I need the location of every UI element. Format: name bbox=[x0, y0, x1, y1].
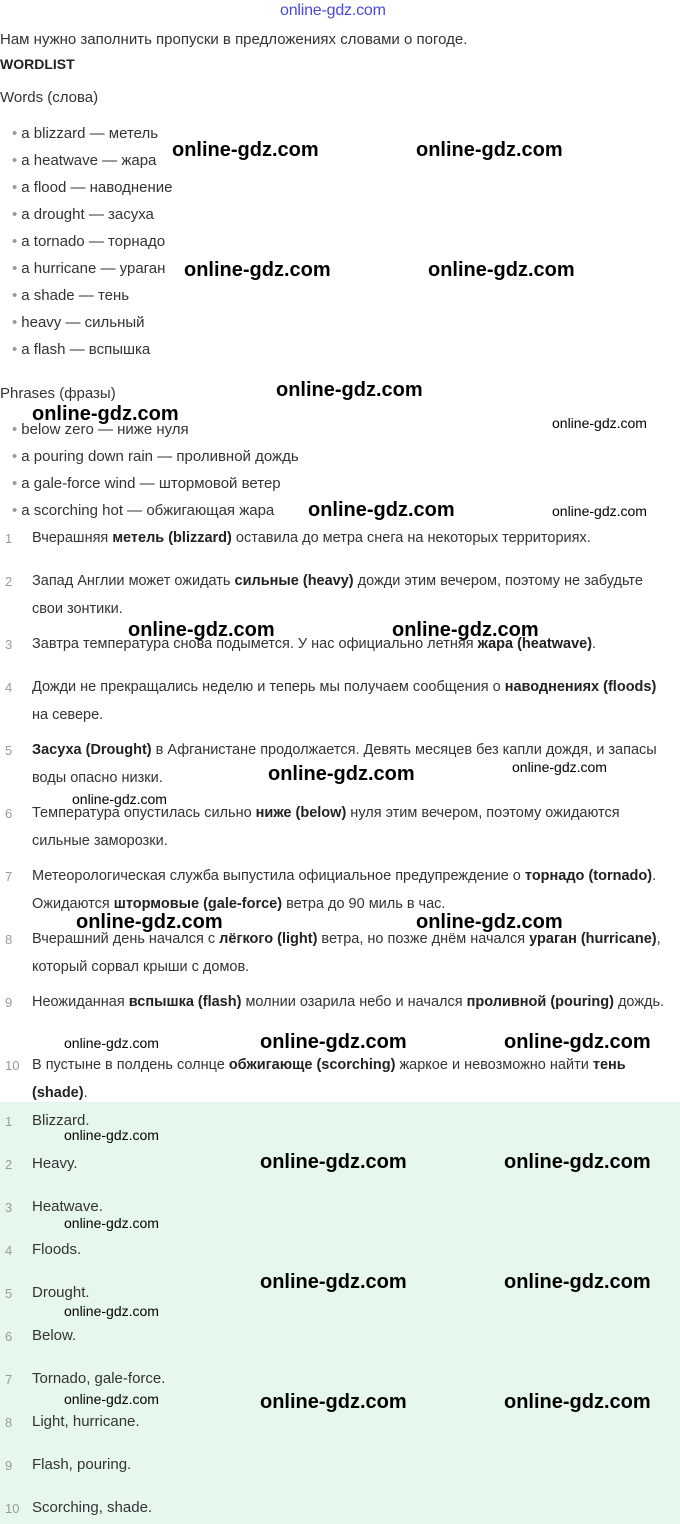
answer-text: Blizzard. bbox=[32, 1112, 90, 1129]
sentence-number: 9 bbox=[5, 995, 13, 1010]
watermark-text: online-gdz.com bbox=[64, 1127, 159, 1143]
watermark-text: online-gdz.com bbox=[268, 763, 415, 785]
sentence-text: Дожди не прекращались неделю и теперь мы получаем сообщения о наводнениях (floods) на севере. bbox=[32, 679, 657, 723]
sentence-number: 5 bbox=[5, 743, 13, 758]
site-url-link[interactable]: online-gdz.com bbox=[280, 2, 386, 19]
watermark-text: online-gdz.com bbox=[504, 1391, 651, 1413]
bullet-icon: • bbox=[12, 152, 18, 169]
bullet-icon: • bbox=[12, 233, 18, 250]
watermark-text: online-gdz.com bbox=[128, 619, 275, 641]
phrase-text: below zero — ниже нуля bbox=[21, 421, 189, 438]
answer-number: 9 bbox=[5, 1458, 13, 1473]
word-text: a flash — вспышка bbox=[21, 341, 151, 358]
watermark-text: online-gdz.com bbox=[64, 1303, 159, 1319]
answer-text: Below. bbox=[32, 1327, 77, 1344]
watermark-text: online-gdz.com bbox=[552, 503, 647, 519]
answer-text: Scorching, shade. bbox=[32, 1499, 153, 1516]
sentence-text: В пустыне в полдень солнце обжигающе (scorching) жаркое и невозможно найти тень (shade). bbox=[32, 1057, 626, 1101]
answer-text: Drought. bbox=[32, 1284, 90, 1301]
word-item bbox=[12, 179, 172, 196]
word-text: a drought — засуха bbox=[21, 206, 154, 223]
phrase-text: a gale-force wind — штормовой ветер bbox=[21, 475, 281, 492]
word-text: a flood — наводнение bbox=[21, 179, 173, 196]
watermark-text: online-gdz.com bbox=[76, 911, 223, 933]
phrase-item bbox=[12, 502, 274, 519]
bullet-icon: • bbox=[12, 179, 18, 196]
word-text: heavy — сильный bbox=[21, 314, 145, 331]
answer-text: Light, hurricane. bbox=[32, 1413, 140, 1430]
sentence-text: Засуха (Drought) в Афганистане продолжается. Девять месяцев без капли дождя, и запасы воды опасно низки. bbox=[32, 742, 657, 786]
word-text: a blizzard — метель bbox=[21, 125, 159, 142]
word-text: a shade — тень bbox=[21, 287, 130, 304]
bullet-icon: • bbox=[12, 125, 18, 142]
phrases-heading: Phrases (фразы) bbox=[0, 385, 116, 402]
answer-number: 8 bbox=[5, 1415, 13, 1430]
answer-text: Floods. bbox=[32, 1241, 82, 1258]
watermark-text: online-gdz.com bbox=[504, 1271, 651, 1293]
bullet-icon: • bbox=[12, 260, 18, 277]
watermark-text: online-gdz.com bbox=[308, 499, 455, 521]
sentence-number: 1 bbox=[5, 531, 13, 546]
watermark-text: online-gdz.com bbox=[64, 1035, 159, 1051]
word-item bbox=[12, 260, 165, 277]
answer-text: Heavy. bbox=[32, 1155, 78, 1172]
answer-text: Flash, pouring. bbox=[32, 1456, 132, 1473]
word-item bbox=[12, 341, 150, 358]
phrase-item bbox=[12, 448, 299, 465]
bullet-icon: • bbox=[12, 448, 18, 465]
watermark-text: online-gdz.com bbox=[416, 911, 563, 933]
answer-text: Tornado, gale-force. bbox=[32, 1370, 166, 1387]
sentence-text: Запад Англии может ожидать сильные (heavy) дожди этим вечером, поэтому не забудьте свои зонтики. bbox=[32, 573, 643, 617]
watermark-text: online-gdz.com bbox=[172, 139, 319, 161]
sentence-text: Метеорологическая служба выпустила официальное предупреждение о торнадо (tornado). Ожидаются штормовые (gale-force) ветра до 90 миль в час. bbox=[32, 868, 657, 912]
sentence-number: 2 bbox=[5, 574, 13, 589]
answer-number: 5 bbox=[5, 1286, 13, 1301]
watermark-text: online-gdz.com bbox=[416, 139, 563, 161]
answer-text: Heatwave. bbox=[32, 1198, 103, 1215]
answer-number: 2 bbox=[5, 1157, 13, 1172]
phrase-item bbox=[12, 475, 281, 492]
sentence-text: Температура опустилась сильно ниже (below) нуля этим вечером, поэтому ожидаются сильные заморозки. bbox=[32, 805, 620, 849]
word-text: a tornado — торнадо bbox=[21, 233, 166, 250]
watermark-text: online-gdz.com bbox=[72, 791, 167, 807]
watermark-text: online-gdz.com bbox=[260, 1391, 407, 1413]
watermark-text: online-gdz.com bbox=[260, 1271, 407, 1293]
phrase-text: a scorching hot — обжигающая жара bbox=[21, 502, 275, 519]
word-item bbox=[12, 152, 156, 169]
word-text: a hurricane — ураган bbox=[21, 260, 166, 277]
sentence-text: Вчерашний день начался с лёгкого (light) ветра, но позже днём начался ураган (hurricane), который сорвал крыши с домов. bbox=[32, 931, 661, 975]
answer-number: 1 bbox=[5, 1114, 13, 1129]
answer-number: 3 bbox=[5, 1200, 13, 1215]
answer-number: 6 bbox=[5, 1329, 13, 1344]
sentence-number: 10 bbox=[5, 1058, 20, 1073]
word-item bbox=[12, 125, 158, 142]
answer-number: 4 bbox=[5, 1243, 13, 1258]
task-intro: Нам нужно заполнить пропуски в предложениях словами о погоде. bbox=[0, 31, 468, 48]
phrase-text: a pouring down rain — проливной дождь bbox=[21, 448, 299, 465]
watermark-text: online-gdz.com bbox=[504, 1031, 651, 1053]
sentence-number: 7 bbox=[5, 869, 13, 884]
watermark-text: online-gdz.com bbox=[276, 379, 423, 401]
watermark-text: online-gdz.com bbox=[504, 1151, 651, 1173]
bullet-icon: • bbox=[12, 502, 18, 519]
sentence-text: Вчерашняя метель (blizzard) оставила до метра снега на некоторых территориях. bbox=[32, 530, 591, 546]
watermark-text: online-gdz.com bbox=[260, 1031, 407, 1053]
watermark-text: online-gdz.com bbox=[64, 1391, 159, 1407]
word-item bbox=[12, 314, 145, 331]
sentence-number: 3 bbox=[5, 637, 13, 652]
bullet-icon: • bbox=[12, 314, 18, 331]
word-text: a heatwave — жара bbox=[21, 152, 157, 169]
sentence-number: 4 bbox=[5, 680, 13, 695]
bullet-icon: • bbox=[12, 341, 18, 358]
watermark-text: online-gdz.com bbox=[512, 759, 607, 775]
watermark-text: online-gdz.com bbox=[260, 1151, 407, 1173]
sentence-text: Неожиданная вспышка (flash) молнии озарила небо и начался проливной (pouring) дождь. bbox=[32, 994, 665, 1010]
watermark-text: online-gdz.com bbox=[64, 1215, 159, 1231]
answer-number: 10 bbox=[5, 1501, 20, 1516]
watermark-text: online-gdz.com bbox=[552, 415, 647, 431]
bullet-icon: • bbox=[12, 287, 18, 304]
watermark-text: online-gdz.com bbox=[32, 403, 179, 425]
sentence-number: 8 bbox=[5, 932, 13, 947]
word-item bbox=[12, 233, 165, 250]
sentence-text: Завтра температура снова подымется. У нас официально летняя жара (heatwave). bbox=[32, 636, 597, 652]
watermark-text: online-gdz.com bbox=[428, 259, 575, 281]
sentence-number: 6 bbox=[5, 806, 13, 821]
word-item bbox=[12, 287, 129, 304]
watermark-text: online-gdz.com bbox=[184, 259, 331, 281]
words-heading: Words (слова) bbox=[0, 89, 99, 106]
bullet-icon: • bbox=[12, 421, 18, 438]
answer-number: 7 bbox=[5, 1372, 13, 1387]
watermark-text: online-gdz.com bbox=[392, 619, 539, 641]
bullet-icon: • bbox=[12, 475, 18, 492]
word-item bbox=[12, 206, 154, 223]
wordlist-title: WORDLIST bbox=[0, 56, 75, 72]
bullet-icon: • bbox=[12, 206, 18, 223]
